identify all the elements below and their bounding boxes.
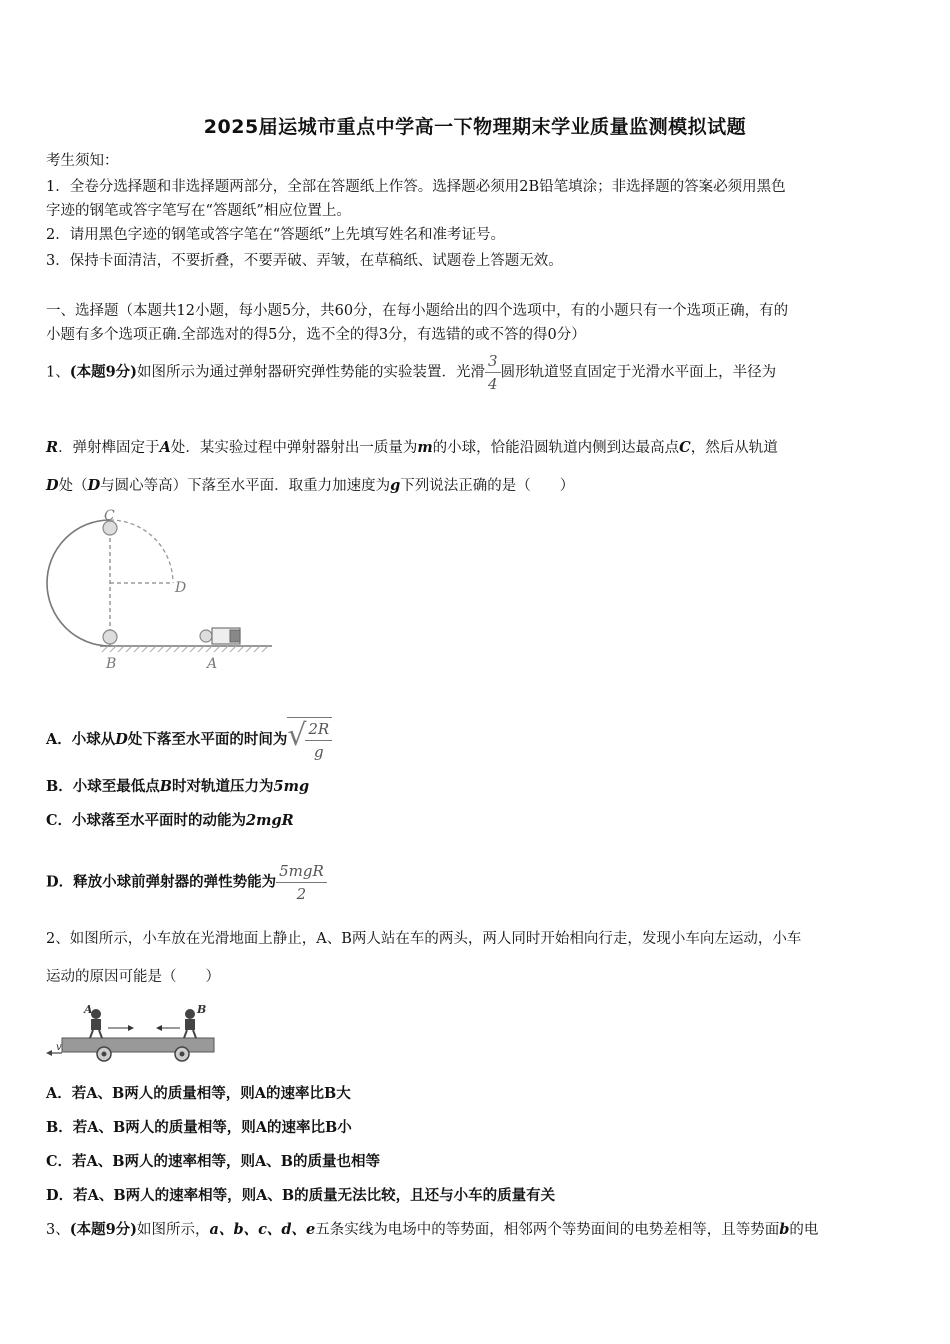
label-person-a: A — [84, 1003, 93, 1016]
option-a: A．小球从D处下落至水平面的时间为 √ $\frac{2R}{g}$ — [46, 717, 332, 763]
option-c: C．若A、B两人的速率相等，则A、B的质量也相等 — [46, 1153, 381, 1170]
question-number: 1、 — [46, 364, 70, 381]
track-dashed-arc — [110, 520, 173, 583]
label-d: D — [175, 580, 187, 596]
cart-body — [62, 1038, 214, 1052]
page-title: 2025届运城市重点中学高一下物理期末学业质量监测模拟试题 — [203, 116, 747, 138]
math-symbol: D — [46, 477, 59, 494]
question-text: 圆形轨道竖直固定于光滑水平面上，半径为 — [500, 364, 777, 381]
question-text: 与圆心等高）下落至水平面．取重力加速度为 — [100, 478, 391, 494]
question-text: ．弹射榫固定于 — [58, 440, 160, 456]
fraction-5mgr-over-2: $\frac{\text{5mgR}}{2}$ — [276, 860, 327, 905]
option-d: D．若A、B两人的速率相等，则A、B的质量无法比较，且还与小车的质量有关 — [46, 1187, 556, 1204]
math-symbol: R — [46, 439, 59, 456]
circular-track-figure — [44, 506, 276, 672]
math-symbol: A — [159, 439, 171, 456]
notice-item: 2．请用黑色字迹的钢笔或答字笔在“答题纸”上先填写姓名和准考证号。 — [46, 227, 506, 243]
notice-item: 1．全卷分选择题和非选择题两部分，全部在答题纸上作答。选择题必须用2B铅笔填涂；非选择题的答案必须用黑色 — [46, 179, 786, 195]
question-text: 如图所示为通过弹射器研究弹性势能的实验装置．光滑 — [137, 364, 486, 381]
label-a: A — [207, 656, 218, 672]
notice-item: 字迹的钢笔或答字笔写在“答题纸”相应位置上。 — [46, 203, 351, 219]
ball-at-a — [200, 630, 212, 642]
cart-figure — [44, 998, 220, 1068]
section-heading: 一、选择题（本题共12小题，每小题5分，共60分，在每小题给出的四个选项中，有的小题只有一个选项正确，有的 — [46, 303, 789, 319]
launcher-spring — [230, 630, 240, 642]
question-text: 下列说法正确的是（ ） — [400, 478, 575, 494]
ground-hatch — [102, 646, 268, 652]
math-symbol: m — [417, 439, 433, 456]
question-2-line1: 2、如图所示，小车放在光滑地面上静止，A、B两人站在车的两头，两人同时开始相向行走，发现小车向左运动，小车 — [46, 931, 802, 947]
option-c: C．小球落至水平面时的动能为2mgR — [46, 812, 294, 829]
label-c: C — [104, 508, 115, 524]
option-a: A．若A、B两人的质量相等，则A的速率比B大 — [46, 1085, 351, 1102]
notice-item: 3．保持卡面清洁，不要折叠，不要弄破、弄皱，在草稿纸、试题卷上答题无效。 — [46, 253, 563, 269]
track-arc — [47, 520, 110, 646]
fraction-three-quarters: $\frac{3}{4}$ — [485, 350, 501, 395]
notice-heading: 考生须知： — [46, 153, 119, 169]
question-3-line1: 3、(本题9分)如图所示，a、b、c、d、e五条实线为电场中的等势面，相邻两个等势面间的电势差相等，且等势面b的电 — [46, 1221, 819, 1238]
option-b: B．若A、B两人的质量相等，则A的速率比B小 — [46, 1119, 352, 1136]
math-symbol: D — [87, 477, 101, 494]
question-1-line2 — [46, 437, 778, 459]
question-text: ，然后从轨道 — [690, 440, 778, 456]
question-text: 处．某实验过程中弹射器射出一质量为 — [170, 440, 418, 456]
question-2-line2: 运动的原因可能是（ ） — [46, 969, 220, 985]
question-text: 处（ — [58, 478, 88, 494]
math-symbol: C — [679, 439, 691, 456]
question-1-line1 — [46, 350, 776, 395]
person-b — [184, 1009, 196, 1038]
option-b: B．小球至最低点B时对轨道压力为5mg — [46, 778, 310, 795]
math-symbol: g — [390, 477, 401, 494]
sqrt-2r-over-g: √ $\frac{2R}{g}$ — [287, 717, 332, 763]
ball-at-b — [103, 630, 117, 644]
section-heading-cont: 小题有多个选项正确.全部选对的得5分，选不全的得3分，有选错的或不答的得0分） — [46, 327, 586, 343]
question-score: (本题9分) — [69, 363, 138, 381]
label-v: v — [56, 1042, 62, 1053]
question-text: 的小球，恰能沿圆轨道内侧到达最高点 — [432, 440, 680, 456]
option-d: D．释放小球前弹射器的弹性势能为 $\frac{\text{5mgR}}{2}$ — [46, 860, 327, 905]
question-1-line3 — [46, 475, 574, 497]
label-person-b: B — [197, 1003, 207, 1016]
label-b: B — [106, 656, 117, 672]
